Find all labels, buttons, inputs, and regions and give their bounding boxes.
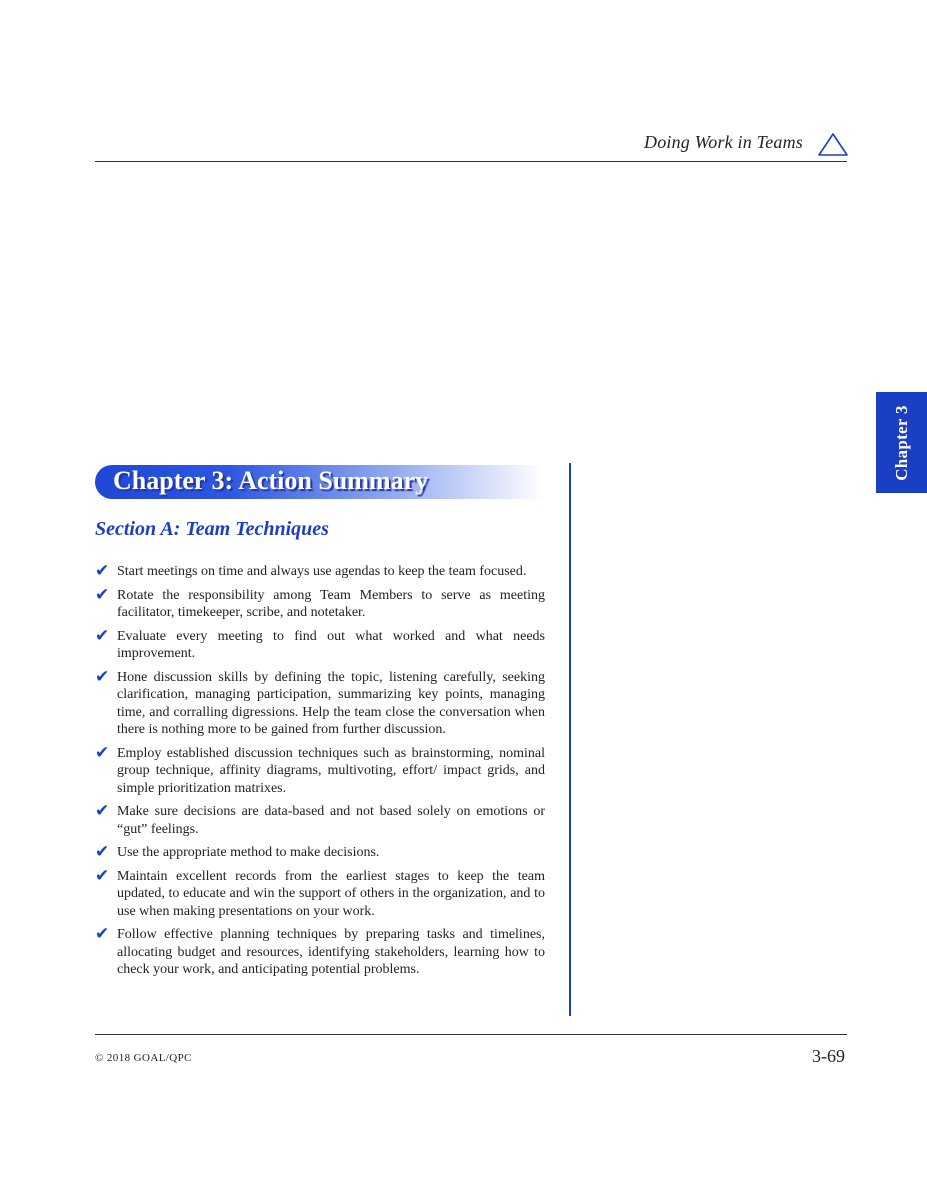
list-item-text: Employ established discussion techniques such as brainstorming, nominal group technique, affinity diagrams, multivoting, effort/ impact grids, and simple prioritization matrixes. [117,745,545,796]
list-item-text: Evaluate every meeting to find out what worked and what needs improvement. [117,628,545,661]
list-item [95,563,545,581]
copyright-notice: © 2018 GOAL/QPC [95,1052,192,1064]
chapter-tab [876,392,927,493]
list-item-text: Hone discussion skills by defining the topic, listening carefully, seeking clarification, managing participation, summarizing key points, managing time, and corralling digressions. Help the team close the conversation when there is nothing more to be gained from further discussion. [117,669,545,737]
list-item [95,865,545,921]
chapter-summary-banner [95,465,543,499]
list-item [95,926,545,979]
action-list [95,563,545,985]
footer-divider [95,1034,847,1035]
list-item [95,803,545,838]
checkmark-icon: ✔ [95,584,110,605]
checkmark-icon: ✔ [95,842,110,862]
checkmark-icon: ✔ [95,742,110,763]
section-heading: Section A: Team Techniques [95,518,329,540]
list-item-text: Make sure decisions are data-based and not based solely on emotions or “gut” feelings. [117,804,545,837]
running-header-title: Doing Work in Teams [644,132,803,152]
list-item [95,666,545,739]
list-item [95,625,545,663]
triangle-icon [817,132,849,158]
checkmark-icon: ✔ [95,625,110,646]
checkmark-icon: ✔ [95,865,110,886]
checkmark-icon: ✔ [95,924,110,944]
page-number: 3-69 [812,1046,845,1066]
checkmark-icon: ✔ [95,801,110,821]
list-item-text: Start meetings on time and always use agendas to keep the team focused. [117,564,527,579]
checkmark-icon: ✔ [95,666,110,687]
list-item [95,844,545,862]
list-item-text: Use the appropriate method to make decisions. [117,845,380,860]
list-item-text: Rotate the responsibility among Team Members to serve as meeting facilitator, timekeeper, scribe, and notetaker. [117,587,545,620]
list-item [95,742,545,798]
checkmark-icon: ✔ [95,561,110,581]
list-item [95,584,545,622]
list-item-text: Maintain excellent records from the earliest stages to keep the team updated, to educate and win the support of others in the organization, and to use when making presentations on your work. [117,868,545,919]
chapter-tab-label: Chapter 3 [891,404,911,481]
banner-title: Chapter 3: Action Summary [113,466,429,495]
header-divider [95,161,847,162]
list-item-text: Follow effective planning techniques by preparing tasks and timelines, allocating budget and resources, identifying stakeholders, learning how to check your work, and anticipating potential problems. [117,927,545,977]
column-divider [569,463,571,1016]
